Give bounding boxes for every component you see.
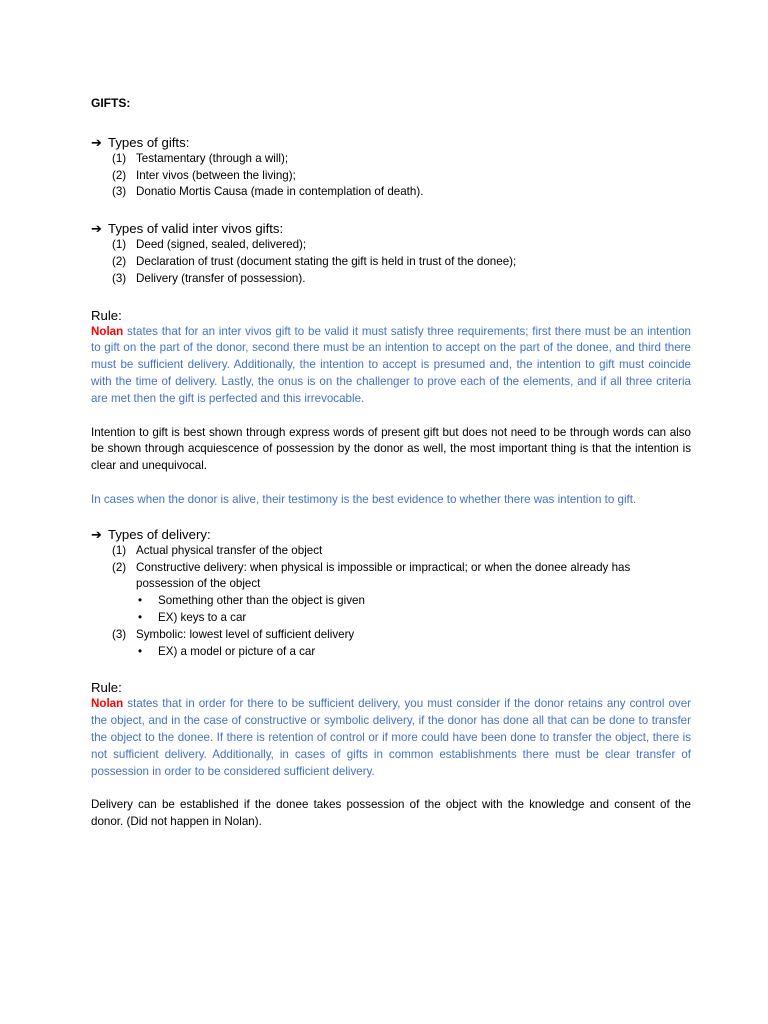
list-item — [112, 237, 691, 254]
valid-inter-vivos-list — [91, 237, 691, 287]
bullet-icon: • — [138, 594, 143, 608]
bullet-text: Something other than the object is given — [158, 594, 365, 608]
types-of-delivery-list — [91, 543, 691, 661]
case-name: Nolan — [91, 697, 124, 711]
intention-paragraph: Intention to gift is best shown through express words of present gift but does not need to be through words can also be shown through acquiescence of possession by the donor as well, the most important thing is that the intention is clear and unequivocal. — [91, 425, 691, 473]
rule-heading: Rule: — [91, 307, 122, 323]
rule-text: states that in order for there to be sufficient delivery, you must consider if the donor retains any control over the object, and in the case of constructive or symbolic delivery, if the donor has done all that can be done to transfer the object to the donee. If there is retention of control or if more could have been done to transfer the object, there is not sufficient delivery. Additionally, in cases of gifts in common establishments there must be clear transfer of possession in order to be considered sufficient delivery. — [91, 697, 691, 778]
item-text: Actual physical transfer of the object — [136, 543, 323, 557]
list-item — [112, 271, 691, 288]
item-number: (2) — [112, 168, 127, 182]
heading-text: Types of valid inter vivos gifts: — [108, 221, 284, 237]
document-page — [91, 95, 691, 831]
rule-heading: Rule: — [91, 680, 122, 696]
arrow-icon: ➔ — [91, 221, 102, 237]
item-text: Deed (signed, sealed, delivered); — [136, 238, 307, 252]
item-text: Donatio Mortis Causa (made in contemplation of death). — [136, 185, 424, 199]
types-of-gifts-heading — [91, 134, 691, 151]
case-name: Nolan — [91, 324, 124, 338]
item-number: (3) — [112, 271, 127, 285]
item-text: Inter vivos (between the living); — [136, 168, 296, 182]
rule-text: states that for an inter vivos gift to be valid it must satisfy three requirements; first there must be an intention to gift on the part of the donor, second there must be an intention to accept on the part of the donee, and third there must be sufficient delivery. Additionally, the intention to accept is presumed and, the intention to gift must coincide with the time of delivery. Lastly, the onus is on the challenger to prove each of the elements, and if all three criteria are met then the gift is perfected and this irrevocable. — [91, 324, 691, 405]
bullet-item — [136, 610, 691, 627]
bullet-icon: • — [138, 610, 143, 624]
item-number: (3) — [112, 627, 127, 641]
item-number: (2) — [112, 560, 127, 574]
rule-paragraph — [91, 324, 691, 408]
bullet-list — [136, 593, 691, 627]
item-text: Constructive delivery: when physical is impossible or impractical; or when the donee already has possession of the object — [136, 560, 631, 591]
item-number: (2) — [112, 254, 127, 268]
list-item — [112, 184, 691, 201]
list-item — [112, 543, 691, 560]
bullet-text: EX) a model or picture of a car — [158, 644, 316, 658]
heading-text: Types of gifts: — [108, 134, 190, 150]
list-item — [112, 627, 691, 661]
item-text: Symbolic: lowest level of sufficient delivery — [136, 627, 355, 641]
item-number: (1) — [112, 543, 127, 557]
list-item — [112, 254, 691, 271]
bullet-icon: • — [138, 644, 143, 658]
bullet-item — [136, 593, 691, 610]
item-text: Declaration of trust (document stating the gift is held in trust of the donee); — [136, 254, 517, 268]
item-number: (1) — [112, 238, 127, 252]
item-text: Delivery (transfer of possession). — [136, 271, 306, 285]
valid-inter-vivos-heading — [91, 220, 691, 237]
testimony-paragraph: In cases when the donor is alive, their testimony is the best evidence to whether there was intention to gift. — [91, 492, 637, 506]
delivery-paragraph: Delivery can be established if the donee takes possession of the object with the knowledge and consent of the donor. (Did not happen in Nolan). — [91, 798, 691, 829]
item-number: (1) — [112, 151, 127, 165]
rule-paragraph — [91, 696, 691, 780]
arrow-icon: ➔ — [91, 526, 102, 542]
bullet-item — [136, 644, 691, 661]
arrow-icon: ➔ — [91, 134, 102, 150]
bullet-list — [136, 644, 691, 661]
list-item — [112, 168, 691, 185]
heading-text: Types of delivery: — [108, 526, 211, 542]
types-of-gifts-list — [91, 151, 691, 201]
bullet-text: EX) keys to a car — [158, 610, 247, 624]
document-title: GIFTS: — [91, 96, 131, 110]
list-item — [112, 560, 691, 627]
list-item — [112, 151, 691, 168]
types-of-delivery-heading — [91, 526, 691, 543]
item-text: Testamentary (through a will); — [136, 151, 289, 165]
item-number: (3) — [112, 185, 127, 199]
